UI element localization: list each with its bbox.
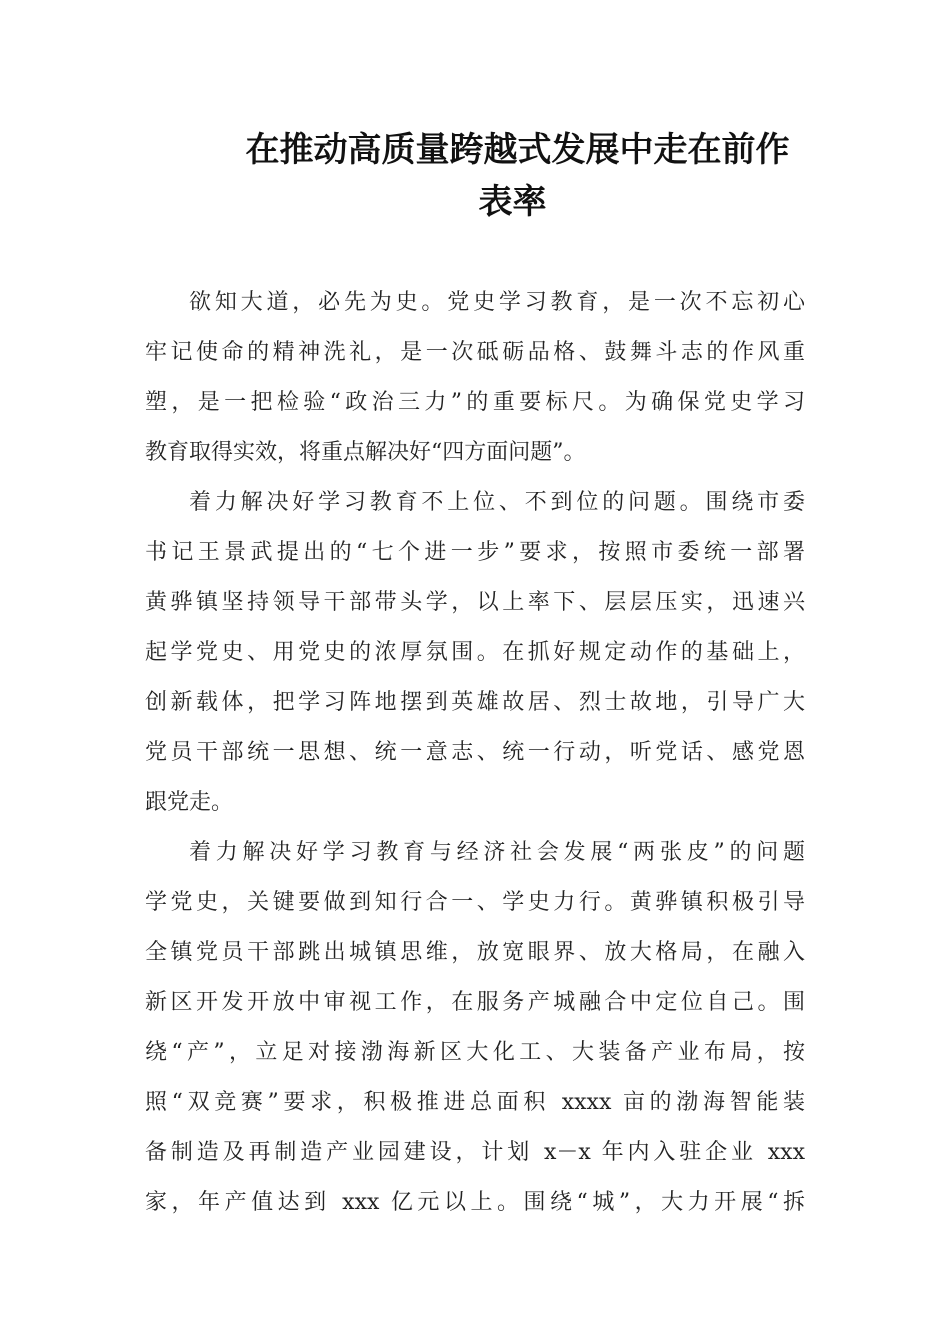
paragraph-2 xyxy=(145,478,805,828)
document-title-line-1: 在推动高质量跨越式发展中走在前作 xyxy=(245,130,790,170)
paragraph-line: 书记王景武提出的“七个进一步”要求，按照市委统一部署 xyxy=(145,540,805,565)
paragraph-line: 起学党史、用党史的浓厚氛围。在抓好规定动作的基础上， xyxy=(145,640,805,665)
paragraph-line: 黄骅镇坚持领导干部带头学，以上率下、层层压实，迅速兴 xyxy=(145,590,805,615)
paragraph-line: 着力解决好学习教育与经济社会发展“两张皮”的问题 xyxy=(189,840,805,865)
paragraph-line: 党员干部统一思想、统一意志、统一行动，听党话、感党恩 xyxy=(145,740,805,765)
paragraph-line: 着力解决好学习教育不上位、不到位的问题。围绕市委 xyxy=(189,490,805,515)
paragraph-line: 学党史，关键要做到知行合一、学史力行。黄骅镇积极引导 xyxy=(145,890,805,915)
paragraph-line: 牢记使命的精神洗礼，是一次砥砺品格、鼓舞斗志的作风重 xyxy=(145,340,805,365)
paragraph-line: 塑，是一把检验“政治三力”的重要标尺。为确保党史学习 xyxy=(145,390,805,415)
paragraph-line: 新区开发开放中审视工作，在服务产城融合中定位自己。围 xyxy=(145,990,805,1015)
paragraph-line: 欲知大道，必先为史。党史学习教育，是一次不忘初心 xyxy=(189,290,805,315)
paragraph-line: 备制造及再制造产业园建设，计划 x－x 年内入驻企业 xxx xyxy=(145,1140,805,1165)
paragraph-line: 全镇党员干部跳出城镇思维，放宽眼界、放大格局，在融入 xyxy=(145,940,805,965)
paragraph-line: 绕“产”，立足对接渤海新区大化工、大装备产业布局，按 xyxy=(145,1040,805,1065)
paragraph-3 xyxy=(145,828,805,1228)
document-title-line-2: 表率 xyxy=(478,182,547,222)
paragraph-1 xyxy=(145,278,805,478)
paragraph-line: 教育取得实效，将重点解决好“四方面问题”。 xyxy=(145,440,586,465)
paragraph-line: 创新载体，把学习阵地摆到英雄故居、烈士故地，引导广大 xyxy=(145,690,805,715)
paragraph-line: 家，年产值达到 xxx 亿元以上。围绕“城”，大力开展“拆 xyxy=(145,1190,805,1215)
document-body xyxy=(145,278,805,1228)
paragraph-line: 照“双竞赛”要求，积极推进总面积 xxxx 亩的渤海智能装 xyxy=(145,1090,805,1115)
paragraph-line: 跟党走。 xyxy=(145,790,234,815)
